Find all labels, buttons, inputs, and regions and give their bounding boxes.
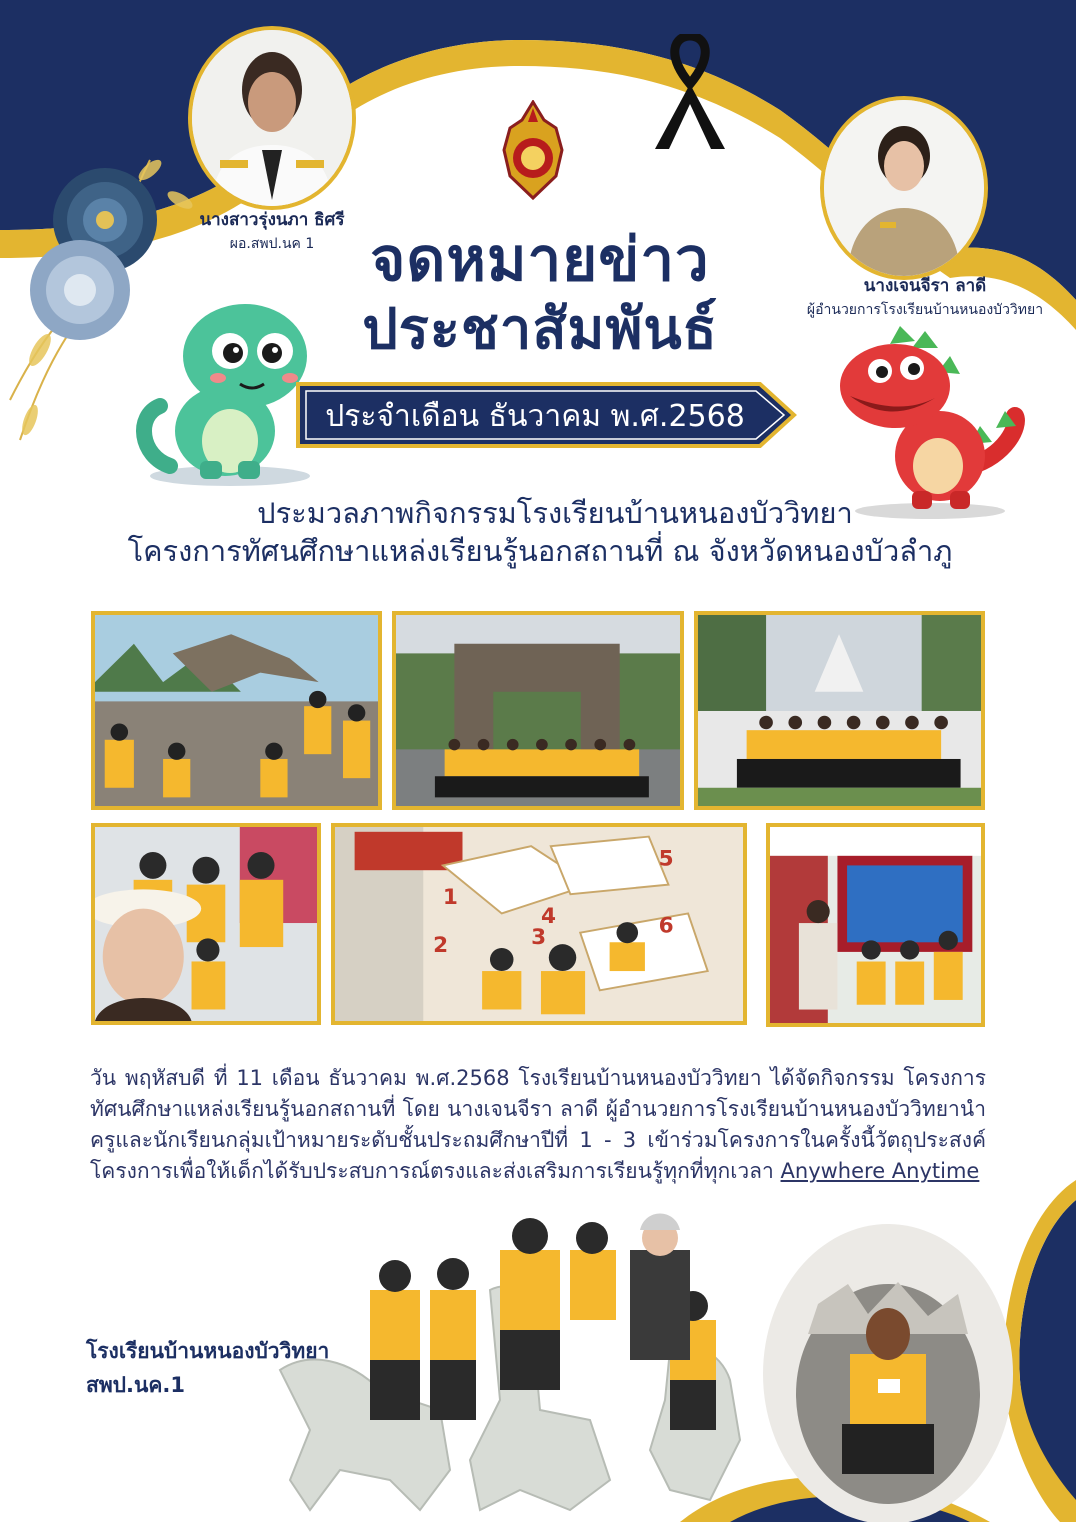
body-paragraph xyxy=(90,1063,986,1187)
subtitle-line1: ประมวลภาพกิจกรรมโรงเรียนบ้านหนองบัววิทยา xyxy=(257,496,853,530)
newsletter-title: จดหมายข่าว xyxy=(370,225,710,295)
subtitle-line2: โครงการทัศนศึกษาแหล่งเรียนรู้นอกสถานที่ ณ จังหวัดหนองบัวลำภู xyxy=(127,534,953,568)
svg-text:2: 2 xyxy=(433,933,449,958)
svg-text:6: 6 xyxy=(658,913,674,939)
svg-text:1: 1 xyxy=(442,885,458,910)
photo-fossil-park-gate xyxy=(392,611,684,810)
newsletter-title-line2: ประชาสัมพันธ์ xyxy=(362,297,718,362)
photo-interactive-screen xyxy=(766,823,985,1027)
anywhere-anytime-text: Anywhere Anytime xyxy=(780,1159,980,1183)
left-person-name: นางสาวรุ่งนภา ธิศรี xyxy=(199,210,345,230)
svg-text:4: 4 xyxy=(540,904,556,929)
photo-selfie-students xyxy=(91,823,321,1025)
mourning-ribbon-icon xyxy=(645,34,735,154)
left-person-role: ผอ.สพป.นค 1 xyxy=(229,236,315,252)
avatar-left-official xyxy=(188,26,356,210)
right-person-name: นางเจนจีรา ลาดี xyxy=(863,276,987,296)
right-person-role: ผู้อำนวยการโรงเรียนบ้านหนองบัววิทยา xyxy=(806,302,1044,318)
footer-office: สพป.นค.1 xyxy=(86,1373,185,1397)
photo-dinosaur-statues xyxy=(270,1210,770,1522)
svg-text:3: 3 xyxy=(531,925,547,951)
photo-fossil-exhibit xyxy=(331,823,747,1025)
footer-signature xyxy=(86,1334,329,1402)
avatar-right-director xyxy=(820,96,988,280)
photo-group-stairs xyxy=(694,611,985,810)
photo-dinosaur-museum xyxy=(91,611,382,810)
footer-school: โรงเรียนบ้านหนองบัววิทยา xyxy=(86,1339,330,1363)
issue-banner: ประจำเดือน ธันวาคม พ.ศ.2568 xyxy=(325,399,745,434)
right-person-caption xyxy=(780,272,1070,321)
body-text: วัน พฤหัสบดี ที่ 11 เดือน ธันวาคม พ.ศ.2568 โรงเรียนบ้านหนองบัววิทยา ได้จัดกิจกรรม โครงการทัศนศึกษาแหล่งเรียนรู้นอกสถานที่ โดย นางเจนจีรา ลาดี ผู้อำนวยการโรงเรียนบ้านหนองบัววิทยานำครูและนักเรียนกลุ่มเป้าหมายระดับชั้นประถมศึกษาปีที่ 1 - 3 เข้าร่วมโครงการในครั้งนี้วัตถุประสงค์โครงการเพื่อให้เด็กได้รับประสบการณ์ตรงและส่งเสริมการเรียนรู้ทุกที่ทุกเวลา xyxy=(90,1066,986,1183)
photo-student-in-egg xyxy=(758,1204,1018,1522)
svg-text:5: 5 xyxy=(658,846,674,872)
school-emblem-icon xyxy=(496,100,570,202)
